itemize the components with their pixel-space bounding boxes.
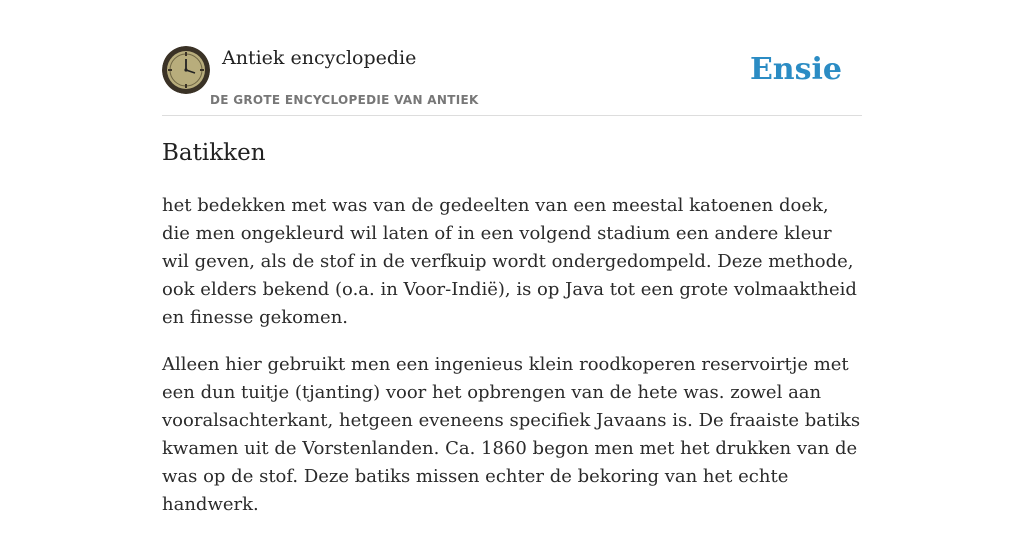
article-body bbox=[162, 192, 862, 538]
article-paragraph: Alleen hier gebruikt men een ingenieus klein roodkoperen reservoirtje met een dun tuitje (tjanting) voor het opbrengen van de hete was. zowel aan vooralsachterkant, hetgeen eveneens specifiek Javaans is. De fraaiste batiks kwamen uit de Vorstenlanden. Ca. 1860 begon men met het drukken van de was op de stof. Deze batiks missen echter de bekoring van het echte handwerk. bbox=[162, 354, 861, 515]
article-paragraph: het bedekken met was van de gedeelten van een meestal katoenen doek, die men ongekleurd wil laten of in een volgend stadium een andere kleur wil geven, als de stof in de verfkuip wordt ondergedompeld. Deze methode, ook elders bekend (o.a. in Voor-Indië), is op Java tot een grote volmaaktheid en finesse gekomen. bbox=[162, 195, 857, 328]
clock-icon[interactable] bbox=[162, 46, 210, 94]
header-divider bbox=[162, 115, 862, 116]
article-title: Batikken bbox=[162, 140, 266, 166]
brand-logo[interactable]: Ensie bbox=[749, 52, 842, 87]
site-subtitle: DE GROTE ENCYCLOPEDIE VAN ANTIEK bbox=[210, 93, 479, 107]
site-title[interactable]: Antiek encyclopedie bbox=[222, 47, 417, 69]
site-header bbox=[162, 46, 862, 116]
